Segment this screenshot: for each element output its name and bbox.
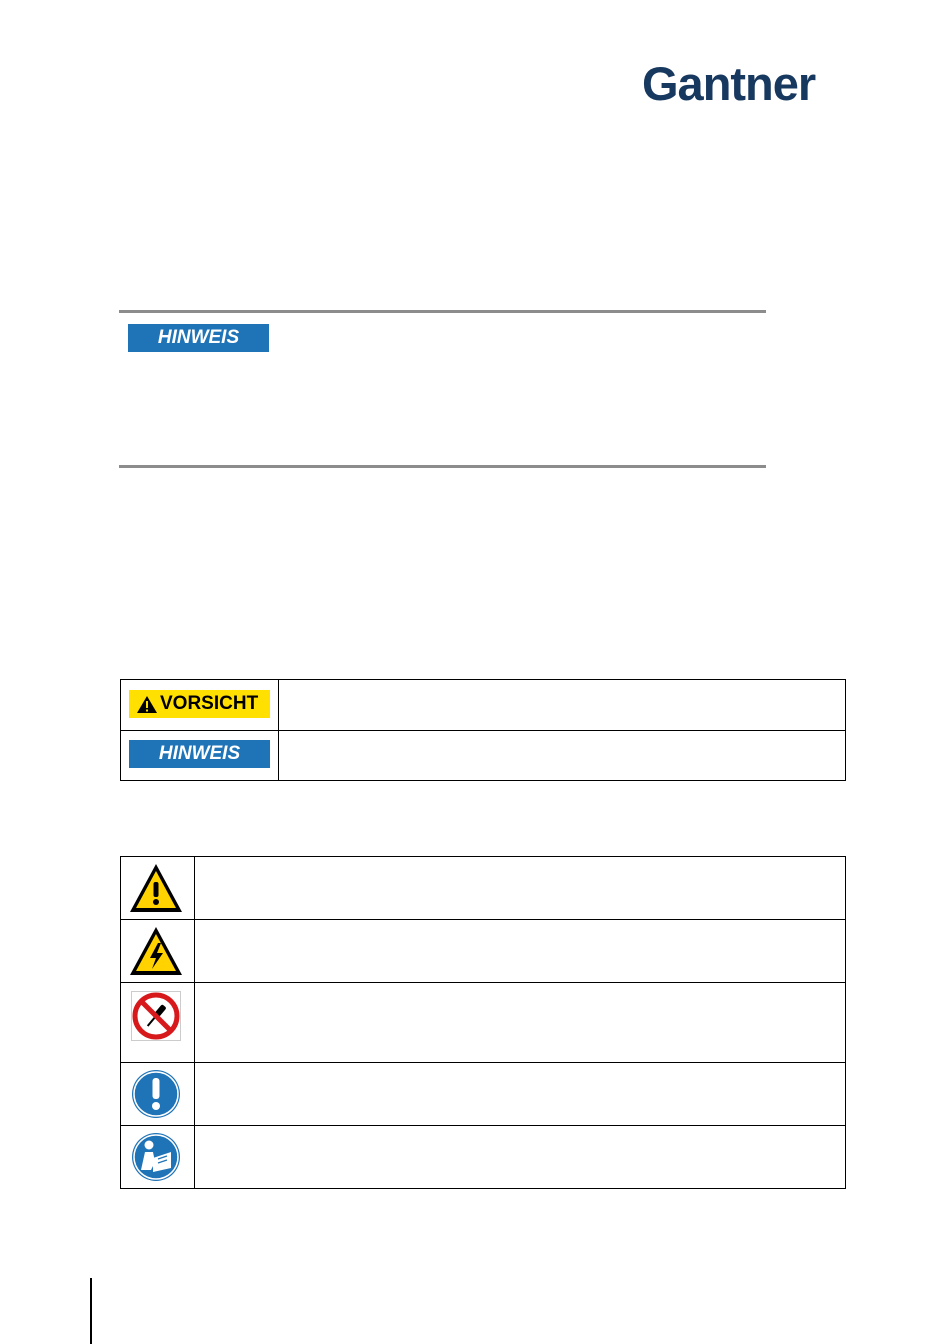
symbol-row <box>121 1126 846 1189</box>
symbol-description-cell <box>195 920 846 983</box>
symbol-icon-cell <box>121 1126 195 1189</box>
signal-row-vorsicht <box>121 680 846 731</box>
hinweis-badge: HINWEIS <box>128 324 269 352</box>
general-warning-icon <box>128 862 184 914</box>
signal-badge-cell <box>121 680 279 731</box>
symbols-table <box>120 856 846 1189</box>
symbol-icon-cell <box>121 857 195 920</box>
symbol-icon-cell <box>121 1063 195 1126</box>
symbol-description-cell <box>195 1063 846 1126</box>
general-mandatory-icon <box>131 1069 181 1119</box>
signal-description-cell <box>279 731 846 781</box>
warning-triangle-icon <box>136 695 158 714</box>
symbol-description-cell <box>195 1126 846 1189</box>
symbol-icon-cell <box>121 920 195 983</box>
signal-description-cell <box>279 680 846 731</box>
company-logo: Gantner <box>642 57 816 110</box>
notice-top-rule <box>119 310 766 313</box>
read-manual-icon <box>131 1132 181 1182</box>
symbol-row <box>121 857 846 920</box>
notice-bottom-rule <box>119 465 766 468</box>
vorsicht-label: VORSICHT <box>160 693 259 714</box>
symbol-icon-cell <box>121 983 195 1063</box>
signal-badge-cell <box>121 731 279 781</box>
hinweis-badge: HINWEIS <box>129 740 270 768</box>
symbol-description-cell <box>195 857 846 920</box>
symbol-row <box>121 920 846 983</box>
no-tampering-prohibition-icon <box>131 991 181 1041</box>
vorsicht-badge <box>129 690 270 718</box>
electrical-voltage-warning-icon <box>128 925 184 977</box>
signal-row-hinweis <box>121 731 846 781</box>
symbol-row <box>121 983 846 1063</box>
margin-marker <box>90 1278 92 1344</box>
symbol-description-cell <box>195 983 846 1063</box>
symbol-row <box>121 1063 846 1126</box>
signal-words-table <box>120 679 846 781</box>
